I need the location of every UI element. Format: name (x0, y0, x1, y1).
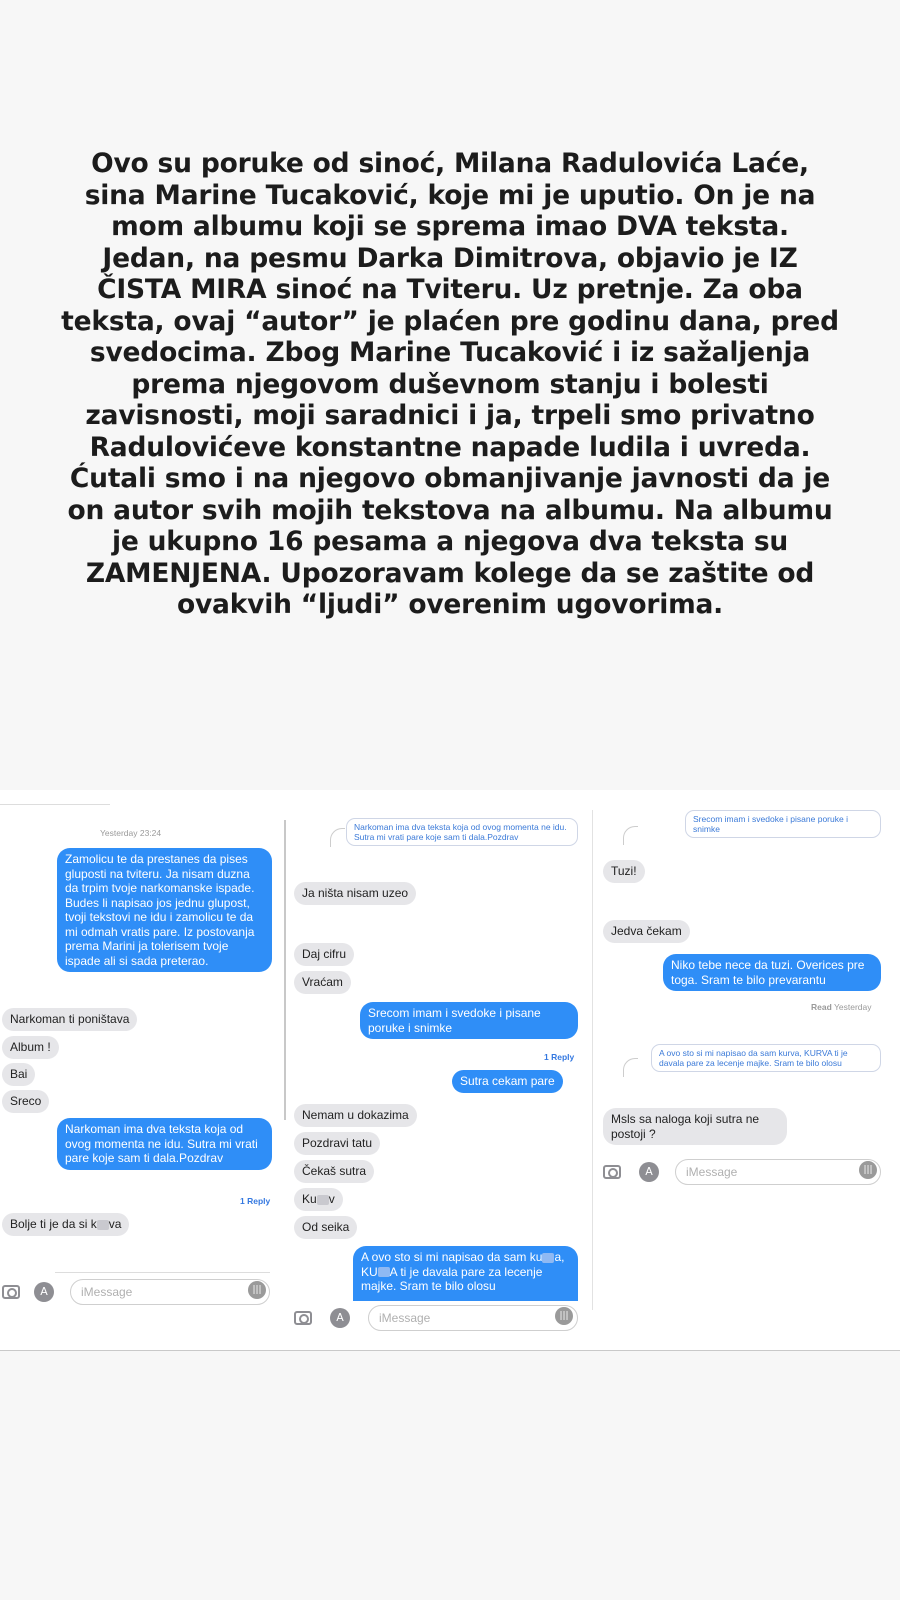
audio-waveform-icon[interactable]: ||| (248, 1281, 266, 1299)
statement-text (0, 148, 900, 621)
audio-waveform-icon[interactable]: ||| (859, 1161, 877, 1179)
quoted-message[interactable]: Srecom imam i svedoke i pisane poruke i snimke (685, 810, 881, 838)
right-chat-screen (595, 790, 895, 1350)
incoming-message[interactable]: Jedva čekam (603, 920, 690, 943)
incoming-message[interactable]: Album ! (2, 1036, 59, 1059)
reply-thread-line (623, 1058, 638, 1077)
cut-bubble-edge (0, 804, 110, 815)
read-receipt (811, 1002, 872, 1012)
statement-line: Jedan, na pesmu Darka Dimitrova, objavio je IZ (102, 242, 798, 274)
reply-count-link[interactable]: 1 Reply (240, 1196, 271, 1206)
statement-line: zavisnosti, moji saradnici i ja, trpeli smo privatno (85, 400, 815, 431)
message-text: va (108, 1217, 122, 1231)
message-input-bar (595, 1158, 895, 1186)
quoted-message[interactable]: Narkoman ima dva teksta koja od ovog momenta ne idu. Sutra mi vrati pare koje sam ti dala.Pozdrav (346, 818, 578, 846)
incoming-message[interactable]: Sreco (2, 1090, 49, 1113)
message-text: Ku (302, 1192, 317, 1206)
statement-line: je ukupno 16 pesama a njegova dva teksta su (111, 526, 789, 557)
incoming-message[interactable]: Tuzi! (603, 860, 645, 883)
statement-line: Ovo su poruke od sinoć, Milana Radulovića Laće, (91, 148, 809, 179)
incoming-message[interactable]: Pozdravi tatu (294, 1132, 380, 1155)
censor-blur (97, 1220, 109, 1230)
censor-blur (542, 1253, 554, 1263)
outgoing-message[interactable]: Narkoman ima dva teksta koja od ovog momenta ne idu. Sutra mi vrati pare koje sam ti dala.Pozdrav (57, 1118, 272, 1170)
incoming-message[interactable]: Msls sa naloga koji sutra ne postoji ? (603, 1108, 787, 1145)
outgoing-message[interactable]: Sutra cekam pare (452, 1070, 563, 1093)
message-text: Bolje ti je da si k (10, 1217, 97, 1231)
message-text: A ovo sto si mi napisao da sam ku (361, 1250, 543, 1264)
message-text: v (328, 1192, 335, 1206)
statement-line: Ćutali smo i na njegovo obmanjivanje javnosti da je (69, 463, 831, 494)
outgoing-message[interactable]: Srecom imam i svedoke i pisane poruke i snimke (360, 1002, 578, 1039)
app-store-icon[interactable]: A (639, 1162, 659, 1182)
timestamp: Yesterday 23:24 (100, 828, 162, 838)
message-text: a, KU (361, 1250, 565, 1279)
statement-line: ZAMENJENA. Upozoravam kolege da se zaštite od (85, 557, 815, 589)
incoming-message[interactable]: Nemam u dokazima (294, 1104, 417, 1127)
message-input-bar (0, 1278, 290, 1306)
reply-count-link[interactable]: 1 Reply (544, 1052, 575, 1062)
message-text: A ti je davala pare za lecenje majke. Sram te bilo olosu (361, 1264, 543, 1293)
imessage-input[interactable]: iMessage (70, 1279, 270, 1305)
incoming-message[interactable]: Ja ništa nisam uzeo (294, 882, 416, 905)
statement-line: svedocima. Zbog Marine Tucaković i iz sažaljenja (89, 337, 811, 368)
incoming-message[interactable]: Bai (2, 1063, 35, 1086)
outgoing-message[interactable]: Niko tebe nece da tuzi. Overices pre toga. Sram te bilo prevarantu (663, 954, 881, 991)
outgoing-message[interactable] (353, 1246, 578, 1301)
camera-icon[interactable] (603, 1165, 621, 1179)
imessage-input[interactable]: iMessage (368, 1305, 578, 1331)
camera-icon[interactable] (294, 1311, 312, 1325)
statement-line: on autor svih mojih tekstova na albumu. Na albumu (67, 494, 833, 526)
screenshot-collage (0, 790, 900, 1350)
screenshot-separator (592, 810, 593, 1310)
statement-line: ČISTA MIRA sinoć na Tviteru. Uz pretnje. Za oba (97, 274, 803, 305)
incoming-message[interactable]: Od seika (294, 1216, 357, 1239)
incoming-message[interactable]: Narkoman ti poništava (2, 1008, 137, 1031)
statement-line: sina Marine Tucaković, koje mi je uputio. On je na (84, 179, 816, 211)
incoming-message[interactable]: Vraćam (294, 971, 351, 994)
reply-thread-line (623, 826, 638, 845)
read-time: Yesterday (834, 1002, 872, 1012)
statement-line: Radulovićeve konstantne napade ludila i uvreda. (89, 431, 811, 463)
statement-line: ovakvih “ljudi” overenim ugovorima. (176, 589, 724, 620)
audio-waveform-icon[interactable]: ||| (555, 1307, 573, 1325)
incoming-message[interactable]: Daj cifru (294, 943, 354, 966)
statement-line: mom albumu koji se sprema imao DVA teksta. (111, 211, 789, 242)
screenshot-separator (284, 820, 286, 1120)
quoted-message[interactable]: A ovo sto si mi napisao da sam kurva, KURVA ti je davala pare za lecenje majke. Sram te bilo olosu (651, 1044, 881, 1072)
read-label: Read (811, 1002, 832, 1012)
censor-blur (317, 1195, 329, 1205)
camera-icon[interactable] (2, 1285, 20, 1299)
imessage-input[interactable]: iMessage (675, 1159, 881, 1185)
message-input-bar (290, 1304, 595, 1332)
outgoing-message[interactable]: Zamolicu te da prestanes da pises gluposti na tviteru. Ja nisam duzna da trpim tvoje narkomanske ispade. Budes li napisao jos jednu glupost, tvoji tekstovi ne idu i zamolicu te da mi odmah vratis pare. Iz postovanja prema Marini ja tolerisem tvoje ispade ali si sada preterao. (57, 848, 272, 972)
statement-line: teksta, ovaj “autor” je plaćen pre godinu dana, pred (61, 305, 839, 337)
bottom-divider (0, 1350, 900, 1351)
reply-thread-line (330, 828, 345, 847)
left-chat-screen (0, 790, 290, 1350)
statement-line: prema njegovom duševnom stanju i bolesti (131, 368, 769, 400)
app-store-icon[interactable]: A (330, 1308, 350, 1328)
incoming-message[interactable]: Čekaš sutra (294, 1160, 374, 1183)
incoming-message[interactable] (294, 1188, 343, 1211)
censor-blur (378, 1267, 390, 1277)
incoming-message[interactable] (2, 1213, 129, 1236)
middle-chat-screen (290, 790, 595, 1350)
app-store-icon[interactable]: A (34, 1282, 54, 1302)
